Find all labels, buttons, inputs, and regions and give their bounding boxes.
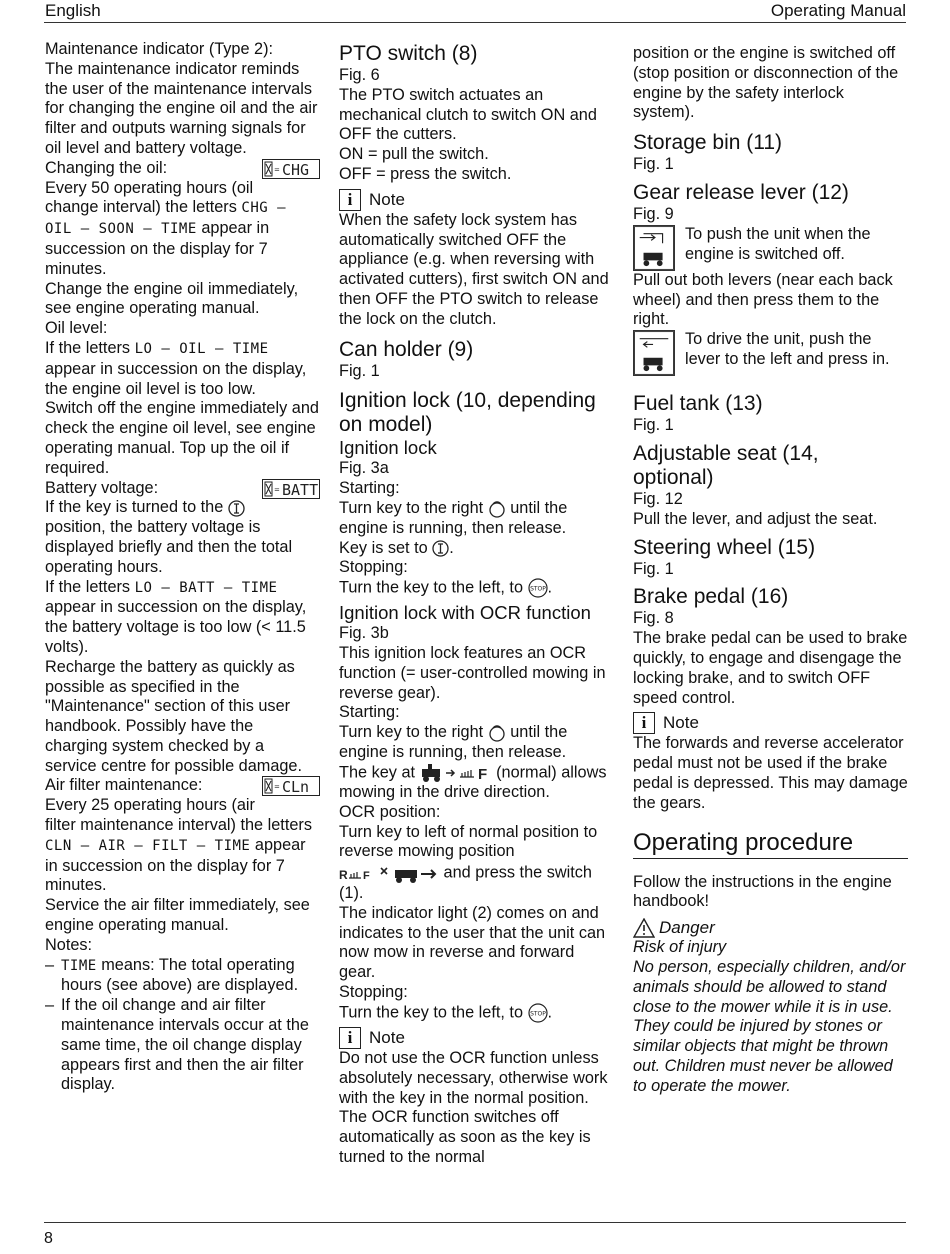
svg-text:R: R bbox=[339, 868, 348, 883]
info-icon: i bbox=[339, 189, 361, 211]
air-text-2: appear in succession on the display for 7 minutes. bbox=[45, 835, 306, 895]
can-heading: Can holder (9) bbox=[339, 337, 474, 361]
key-at-text-2: (normal) allows mowing in the drive direction. bbox=[339, 763, 607, 801]
page-header bbox=[44, 0, 906, 23]
storage-fig: Fig. 1 bbox=[633, 155, 674, 174]
start-text-1: Turn key to the right bbox=[339, 498, 484, 517]
level-text-2: appear in succession on the display, the engine oil level is too low. bbox=[45, 359, 307, 398]
note-label: Note bbox=[663, 713, 699, 733]
brake-heading: Brake pedal (16) bbox=[633, 585, 789, 609]
gear-drive-text: To drive the unit, push the lever to the left and press in. bbox=[685, 330, 890, 368]
battery-display-code: BATT bbox=[282, 480, 319, 499]
pto-fig: Fig. 6 bbox=[339, 66, 380, 84]
stopping-label: Stopping: bbox=[339, 558, 408, 577]
ocr-position-text-2: and press the switch (1). bbox=[339, 863, 592, 903]
fuel-heading: Fuel tank (13) bbox=[633, 392, 763, 416]
info-icon: i bbox=[339, 1027, 361, 1049]
air-filter-block bbox=[45, 776, 320, 935]
battery-display-icon bbox=[262, 479, 320, 499]
pto-heading: PTO switch (8) bbox=[339, 42, 478, 65]
note-1-code: TIME bbox=[61, 957, 97, 974]
brake-text: The brake pedal can be used to brake quickly, to engage and disengage the locking brake, and to switch OFF speed control. bbox=[633, 629, 908, 707]
page-number: 8 bbox=[44, 1230, 53, 1247]
ocr-subheading: Ignition lock with OCR function bbox=[339, 602, 591, 624]
start-text-2: until the engine is running, then release. bbox=[339, 498, 568, 537]
ocr-text: This ignition lock features an OCR function (= user-controlled mowing in reverse gear). bbox=[339, 644, 606, 702]
key-at-text: The key at bbox=[339, 763, 416, 782]
column-2: PTO switch (8) Fig. 6 The PTO switch actuates an mechanical clutch to switch ON and OFF the cutters. ON = pull the switch. OFF = press the switch. i Note When the safety lock system has automatically switched OFF the appliance (e.g. when reversing with activated cutters), first switch ON and then OFF the PTO switch to release the lock on the clutch. Can holder (9) Fig. 1 Ignition lock (10, depending on model) Ignition lock Fig. 3a Starting: Turn key to the right until the engine is running, then release. Key is set to . Stopping: Turn the key to the left, to STOP . Ignition lock with OCR function Fig. 3b This ignition lock features an OCR function (= user-controlled mowing in reverse gear). Starting: Turn key to the right until the engine is running, then release. The key at F (normal) allows mowing in the drive direction. OCR position: Turn key to left of normal position to reverse mowing position R F and press the switch (1). The indicator light (2) comes on and indicates to the user that the unit can now mow in reverse and forward gear. Stopping: Turn the key to the left, to STOP . i Note Do not use the OCR function unless absolutely necessary, otherwise work with the key in the normal position. The OCR function switches off automatically as soon as the key is turned to the normal bbox=[339, 42, 613, 1168]
steering-heading: Steering wheel (15) bbox=[633, 535, 816, 559]
ignition-fig: Fig. 3a bbox=[339, 459, 389, 478]
gear-heading: Gear release lever (12) bbox=[633, 180, 849, 204]
header-language: English bbox=[45, 1, 101, 20]
air-display-code: CLn bbox=[282, 778, 310, 797]
maintenance-intro: The maintenance indicator reminds the user of the maintenance intervals for changing the engine oil and the air filter and outputs warning signals for oil level and battery voltage. bbox=[45, 59, 318, 157]
continued-text: position or the engine is switched off (stop position or disconnection of the engine by the safety interlock system). bbox=[633, 44, 899, 122]
footer-rule bbox=[44, 1222, 906, 1223]
oil-display-code: CHG bbox=[282, 160, 310, 179]
svg-text:STOP: STOP bbox=[529, 585, 546, 593]
steering-fig: Fig. 1 bbox=[633, 559, 674, 578]
gear-drive-row bbox=[633, 330, 908, 376]
note-item-2: – If the oil change and air filter maintenance intervals occur at the same time, the oil change display appears first and then the air filter display. bbox=[45, 996, 320, 1095]
stop-text: Turn the key to the left, to bbox=[339, 578, 524, 597]
stop-icon bbox=[528, 1003, 548, 1023]
oil-codes: CHG – OIL – SOON – TIME bbox=[45, 200, 287, 238]
oil-level-label: Oil level: bbox=[45, 319, 108, 338]
level-text-1: If the letters bbox=[45, 338, 131, 357]
battery-recharge: Recharge the battery as quickly as possible as specified in the "Maintenance" section of this user handbook. Possibly have the charging system checked by a service centre for possible damage. bbox=[45, 657, 303, 775]
air-label: Air filter maintenance: bbox=[45, 776, 203, 795]
ocr-starting-label: Starting: bbox=[339, 703, 400, 722]
pto-on: ON = pull the switch. bbox=[339, 145, 489, 164]
svg-text:=: = bbox=[274, 165, 280, 174]
start-key-icon bbox=[488, 724, 506, 742]
ignition-subheading: Ignition lock bbox=[339, 437, 437, 459]
gear-push-row bbox=[633, 225, 908, 271]
gear-pull-text: Pull out both levers (near each back wheel) and then press them to the right. bbox=[633, 270, 893, 329]
oil-label: Changing the oil: bbox=[45, 158, 168, 177]
danger-text: No person, especially children, and/or animals should be allowed to stand close to the mower while it is in use. They could be injured by stones or similar objects that might be thrown out. Children must never be allowed to operate the mower. bbox=[633, 957, 906, 1095]
note-label: Note bbox=[369, 1028, 405, 1048]
oil-change-block bbox=[45, 159, 320, 319]
info-icon: i bbox=[633, 712, 655, 734]
danger-subheading: Risk of injury bbox=[633, 938, 727, 957]
operating-text: Follow the instructions in the engine handbook! bbox=[633, 872, 892, 911]
lever-push-icon bbox=[633, 225, 675, 271]
battery-text-2: position, the battery voltage is displayed briefly and then the total operating hours. bbox=[45, 518, 293, 576]
svg-text:F: F bbox=[477, 765, 487, 783]
seat-text: Pull the lever, and adjust the seat. bbox=[633, 509, 878, 528]
ignition-heading: Ignition lock (10, depending on model) bbox=[339, 389, 596, 437]
note-item-1 bbox=[45, 956, 320, 997]
ocr-start-2: until the engine is running, then release. bbox=[339, 723, 568, 762]
svg-text:=: = bbox=[274, 783, 280, 792]
operating-heading: Operating procedure bbox=[633, 828, 908, 859]
gear-fig: Fig. 9 bbox=[633, 204, 674, 223]
level-action: Switch off the engine immediately and check the engine oil level, see engine operating manual. Top up the oil if required. bbox=[45, 399, 319, 477]
air-text-1: Every 25 operating hours (air filter maintenance interval) the letters bbox=[45, 796, 312, 835]
level-codes: LO – OIL – TIME bbox=[134, 340, 269, 357]
seat-fig: Fig. 12 bbox=[633, 489, 683, 508]
battery-label: Battery voltage: bbox=[45, 478, 159, 497]
column-1 bbox=[45, 40, 320, 1095]
seat-heading: Adjustable seat (14, optional) bbox=[633, 441, 819, 489]
battery-block bbox=[45, 479, 320, 777]
ocr-note: Do not use the OCR function unless absolutely necessary, otherwise work with the key in the normal position. The OCR function switches off automatically as soon as the key is turned to the normal bbox=[339, 1048, 608, 1166]
battery-low-2: appear in succession on the display, the battery voltage is too low (< 11.5 volts). bbox=[45, 598, 307, 656]
ocr-position-text: Turn key to left of normal position to reverse mowing position bbox=[339, 822, 598, 861]
ocr-fig: Fig. 3b bbox=[339, 624, 389, 643]
key-set-text: Key is set to bbox=[339, 538, 428, 557]
oil-text-2: appear in succession on the display for 7 minutes. bbox=[45, 219, 270, 278]
pto-note: When the safety lock system has automatically switched OFF the appliance (e.g. when reversing with activated cutters), first switch ON and then OFF the PTO switch to release the lock on the clutch. bbox=[339, 210, 609, 328]
battery-low-codes: LO – BATT – TIME bbox=[134, 579, 278, 596]
note-1-text: means: The total operating hours (see above) are displayed. bbox=[61, 955, 299, 995]
maintenance-display-icon bbox=[262, 159, 320, 179]
danger-label: Danger bbox=[659, 918, 715, 938]
ocr-stopping-label: Stopping: bbox=[339, 983, 408, 1002]
svg-text:=: = bbox=[274, 485, 280, 494]
svg-text:F: F bbox=[363, 870, 370, 883]
ocr-start-1: Turn key to the right bbox=[339, 723, 484, 742]
air-service: Service the air filter immediately, see engine operating manual. bbox=[45, 896, 310, 935]
stop-icon bbox=[528, 578, 548, 598]
pto-note-header bbox=[339, 189, 613, 211]
column-3 bbox=[633, 44, 908, 1097]
ocr-note-header bbox=[339, 1027, 613, 1049]
can-fig: Fig. 1 bbox=[339, 361, 380, 380]
oil-change-text: Change the engine oil immediately, see engine operating manual. bbox=[45, 279, 299, 318]
header-doc-title: Operating Manual bbox=[770, 1, 906, 20]
ocr-stop-text: Turn the key to the left, to bbox=[339, 1003, 524, 1022]
brake-note-header bbox=[633, 712, 908, 734]
ocr-position-label: OCR position: bbox=[339, 802, 441, 821]
battery-text: If the key is turned to the bbox=[45, 498, 224, 517]
pto-text: The PTO switch actuates an mechanical clutch to switch ON and OFF the cutters. bbox=[339, 85, 597, 144]
maintenance-heading: Maintenance indicator (Type 2): bbox=[45, 40, 274, 58]
danger-header bbox=[633, 918, 908, 938]
air-codes: CLN – AIR – FILT – TIME bbox=[45, 837, 251, 854]
notes-list bbox=[45, 956, 320, 1096]
reverse-mowing-icon bbox=[339, 862, 439, 884]
oil-text-1: Every 50 operating hours (oil change interval) the letters bbox=[45, 178, 254, 217]
air-filter-display-icon bbox=[262, 776, 320, 796]
forward-mower-icon bbox=[420, 763, 492, 783]
starting-label: Starting: bbox=[339, 479, 400, 498]
warning-triangle-icon bbox=[633, 918, 655, 938]
fuel-fig: Fig. 1 bbox=[633, 416, 674, 435]
brake-note: The forwards and reverse accelerator pedal must not be used if the brake pedal is depressed. This may damage the gears. bbox=[633, 734, 908, 812]
svg-text:STOP: STOP bbox=[529, 1010, 546, 1018]
pto-off: OFF = press the switch. bbox=[339, 164, 512, 183]
brake-fig: Fig. 8 bbox=[633, 609, 674, 628]
battery-low-1: If the letters bbox=[45, 577, 131, 596]
lever-drive-icon bbox=[633, 330, 675, 376]
indicator-text: The indicator light (2) comes on and indicates to the user that the unit can now mow in reverse and forward gear. bbox=[339, 903, 606, 982]
start-key-icon bbox=[488, 500, 506, 518]
gear-push-text: To push the unit when the engine is switched off. bbox=[685, 224, 871, 263]
storage-heading: Storage bin (11) bbox=[633, 131, 783, 155]
note-label: Note bbox=[369, 189, 405, 209]
key-position-icon bbox=[432, 540, 449, 557]
notes-label: Notes: bbox=[45, 935, 93, 954]
key-position-icon bbox=[228, 500, 245, 517]
